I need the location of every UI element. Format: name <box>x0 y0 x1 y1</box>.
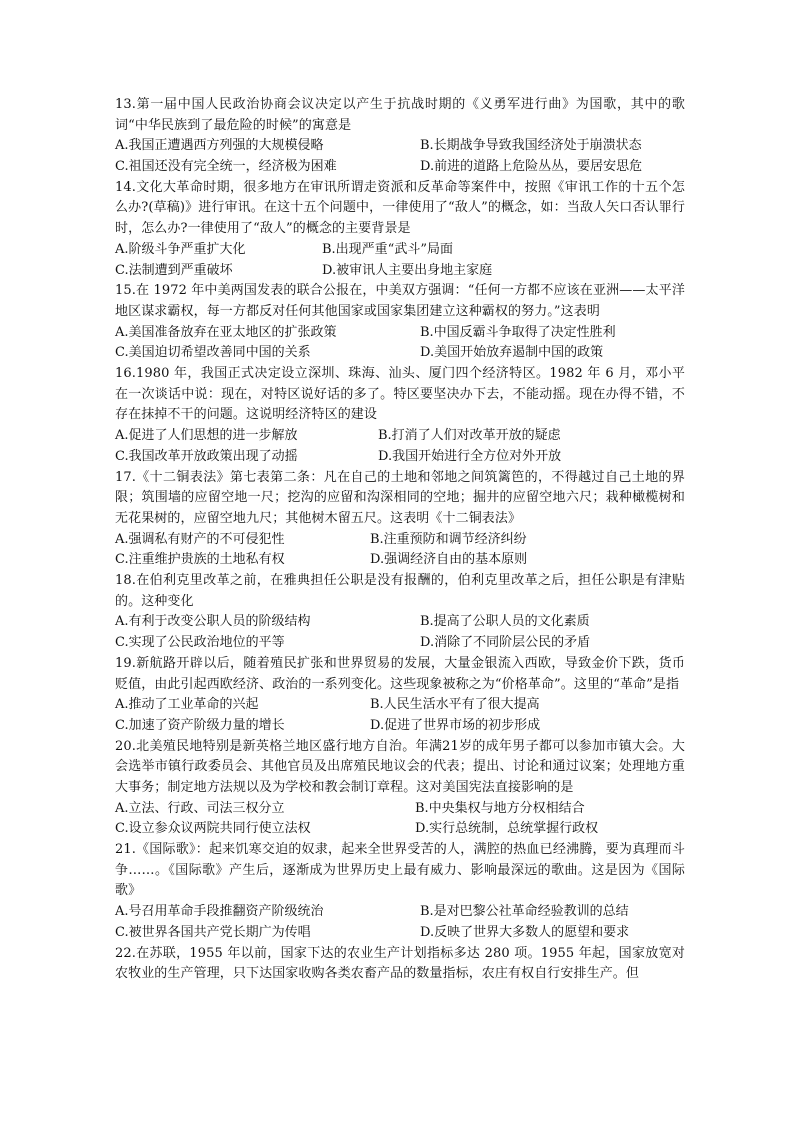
options-row <box>115 819 685 840</box>
options-row <box>115 716 685 737</box>
question-stem: 15.在 1972 年中美两国发表的联合公报在，中美双方强调：“任何一方都不应该在亚洲——太平洋地区谋求霸权，每一方都反对任何其他国家或国家集团建立这种霸权的努力。”这表明 <box>115 283 685 319</box>
option-d: D.反映了世界大多数人的愿望和要求 <box>420 924 630 940</box>
options-row <box>115 799 685 820</box>
option-c: C.法制遭到严重破坏 <box>115 262 233 278</box>
option-b: B.注重预防和调节经济纠纷 <box>370 531 527 547</box>
options-row <box>115 902 685 923</box>
options-row <box>115 240 685 261</box>
options-row <box>115 923 685 944</box>
question-22 <box>115 944 685 985</box>
option-d: D.我国开始进行全方位对外开放 <box>378 448 562 464</box>
option-b: B.打消了人们对改革开放的疑虑 <box>378 428 561 444</box>
option-c: C.美国迫切希望改善同中国的关系 <box>115 345 311 361</box>
option-a: A.号召用革命手段推翻资产阶级统治 <box>115 904 324 920</box>
question-18 <box>115 571 685 654</box>
option-d: D.强调经济自由的基本原则 <box>370 552 528 568</box>
exam-page <box>115 95 685 985</box>
options-row <box>115 633 685 654</box>
option-c: C.实现了公民政治地位的平等 <box>115 635 285 651</box>
option-a: A.我国正遭遇西方列强的大规模侵略 <box>115 138 324 154</box>
question-stem: 18.在伯利克里改革之前，在雅典担任公职是没有报酬的，伯利克里改革之后，担任公职是有津贴的。这种变化 <box>115 573 685 609</box>
options-row <box>115 426 685 447</box>
question-13 <box>115 95 685 178</box>
question-19 <box>115 654 685 737</box>
option-d: D.消除了不同阶层公民的矛盾 <box>420 635 591 651</box>
option-b: B.长期战争导致我国经济处于崩溃状态 <box>420 138 642 154</box>
option-d: D.实行总统制，总统掌握行政权 <box>415 821 599 837</box>
option-b: B.中央集权与地方分权相结合 <box>415 800 585 816</box>
option-b: B.提高了公职人员的文化素质 <box>420 614 590 630</box>
option-d: D.被审讯人主要出身地主家庭 <box>322 262 493 278</box>
option-a: A.促进了人们思想的进一步解放 <box>115 428 298 444</box>
options-row <box>115 447 685 468</box>
options-row <box>115 261 685 282</box>
question-stem: 17.《十二铜表法》第七表第二条：凡在自己的土地和邻地之间筑篱笆的，不得越过自己土地的界限；筑围墙的应留空地一尺；挖沟的应留和沟深相同的空地；掘井的应留空地六尺；栽种橄榄树和无花果树的，应留空地九尺；其他树木留五尺。这表明《十二铜表法》 <box>115 469 685 526</box>
option-c: C.注重维护贵族的土地私有权 <box>115 552 285 568</box>
option-d: D.前进的道路上危险丛丛，要居安思危 <box>420 159 643 175</box>
question-14 <box>115 178 685 281</box>
option-b: B.人民生活水平有了很大提高 <box>370 697 540 713</box>
question-16 <box>115 364 685 467</box>
option-a: A.有利于改变公职人员的阶级结构 <box>115 614 311 630</box>
question-stem: 22.在苏联，1955 年以前，国家下达的农业生产计划指标多达 280 项。1955 年起，国家放宽对农牧业的生产管理，只下达国家收购各类农畜产品的数量指标，农庄有权自行安排生产。但 <box>115 945 685 982</box>
options-row <box>115 157 685 178</box>
option-a: A.阶级斗争严重扩大化 <box>115 241 246 257</box>
option-d: D.促进了世界市场的初步形成 <box>370 717 541 733</box>
option-d: D.美国开始放弃遏制中国的政策 <box>420 345 604 361</box>
option-c: C.祖国还没有完全统一，经济极为困难 <box>115 159 337 175</box>
question-20 <box>115 737 685 840</box>
question-stem: 20.北美殖民地特别是新英格兰地区盛行地方自治。年满21岁的成年男子都可以参加市镇大会。大会选举市镇行政委员会、其他官员及出席殖民地议会的代表；提出、讨论和通过议案；处理地方重大事务；制定地方法规以及为学校和教会制订章程。这对美国宪法直接影响的是 <box>115 738 685 795</box>
question-17 <box>115 468 685 571</box>
question-15 <box>115 281 685 364</box>
question-stem: 19.新航路开辟以后，随着殖民扩张和世界贸易的发展，大量金银流入西欧，导致金价下跌，货币贬值，由此引起西欧经济、政治的一系列变化。这些现象被称之为“价格革命”。这里的“革命”是指 <box>115 655 685 692</box>
options-row <box>115 695 685 716</box>
question-stem: 14.文化大革命时期，很多地方在审讯所谓走资派和反革命等案件中，按照《审讯工作的十五个怎么办?(草稿)》进行审讯。在这十五个问题中，一律使用了“敌人”的概念，如：当敌人矢口否认罪行时，怎么办?一律使用了“敌人”的概念的主要背景是 <box>115 179 685 237</box>
option-b: B.出现严重“武斗”局面 <box>322 241 453 257</box>
option-c: C.加速了资产阶级力量的增长 <box>115 717 285 733</box>
option-b: B.是对巴黎公社革命经验教训的总结 <box>420 904 629 920</box>
options-row <box>115 530 685 551</box>
option-a: A.美国准备放弃在亚太地区的扩张政策 <box>115 324 337 340</box>
option-c: C.设立参众议两院共同行使立法权 <box>115 821 311 837</box>
question-stem: 13.第一届中国人民政治协商会议决定以产生于抗战时期的《义勇军进行曲》为国歌，其中的歌词“中华民族到了最危险的时候”的寓意是 <box>115 97 685 133</box>
option-a: A.强调私有财产的不可侵犯性 <box>115 531 285 547</box>
question-stem: 21.《国际歌》：起来饥寒交迫的奴隶，起来全世界受苦的人，满腔的热血已经沸腾，要为真理而斗争……。《国际歌》产生后，逐渐成为世界历史上最有威力、影响最深远的歌曲。这是因为《国际歌》 <box>115 842 685 899</box>
option-a: A.推动了工业革命的兴起 <box>115 697 259 713</box>
options-row <box>115 343 685 364</box>
question-21 <box>115 840 685 943</box>
options-row <box>115 550 685 571</box>
options-row <box>115 612 685 633</box>
option-c: C.我国改革开放政策出现了动摇 <box>115 448 298 464</box>
option-b: B.中国反霸斗争取得了决定性胜利 <box>420 324 616 340</box>
options-row <box>115 323 685 344</box>
question-stem: 16.1980 年，我国正式决定设立深圳、珠海、汕头、厦门四个经济特区。1982 年 6 月，邓小平在一次谈话中说：现在，对特区说好话的多了。特区要坚决办下去，不能动摇。现在办得不错，不存在抹掉不干的问题。这说明经济特区的建设 <box>115 366 685 423</box>
options-row <box>115 136 685 157</box>
option-a: A.立法、行政、司法三权分立 <box>115 800 285 816</box>
option-c: C.被世界各国共产党长期广为传唱 <box>115 924 311 940</box>
